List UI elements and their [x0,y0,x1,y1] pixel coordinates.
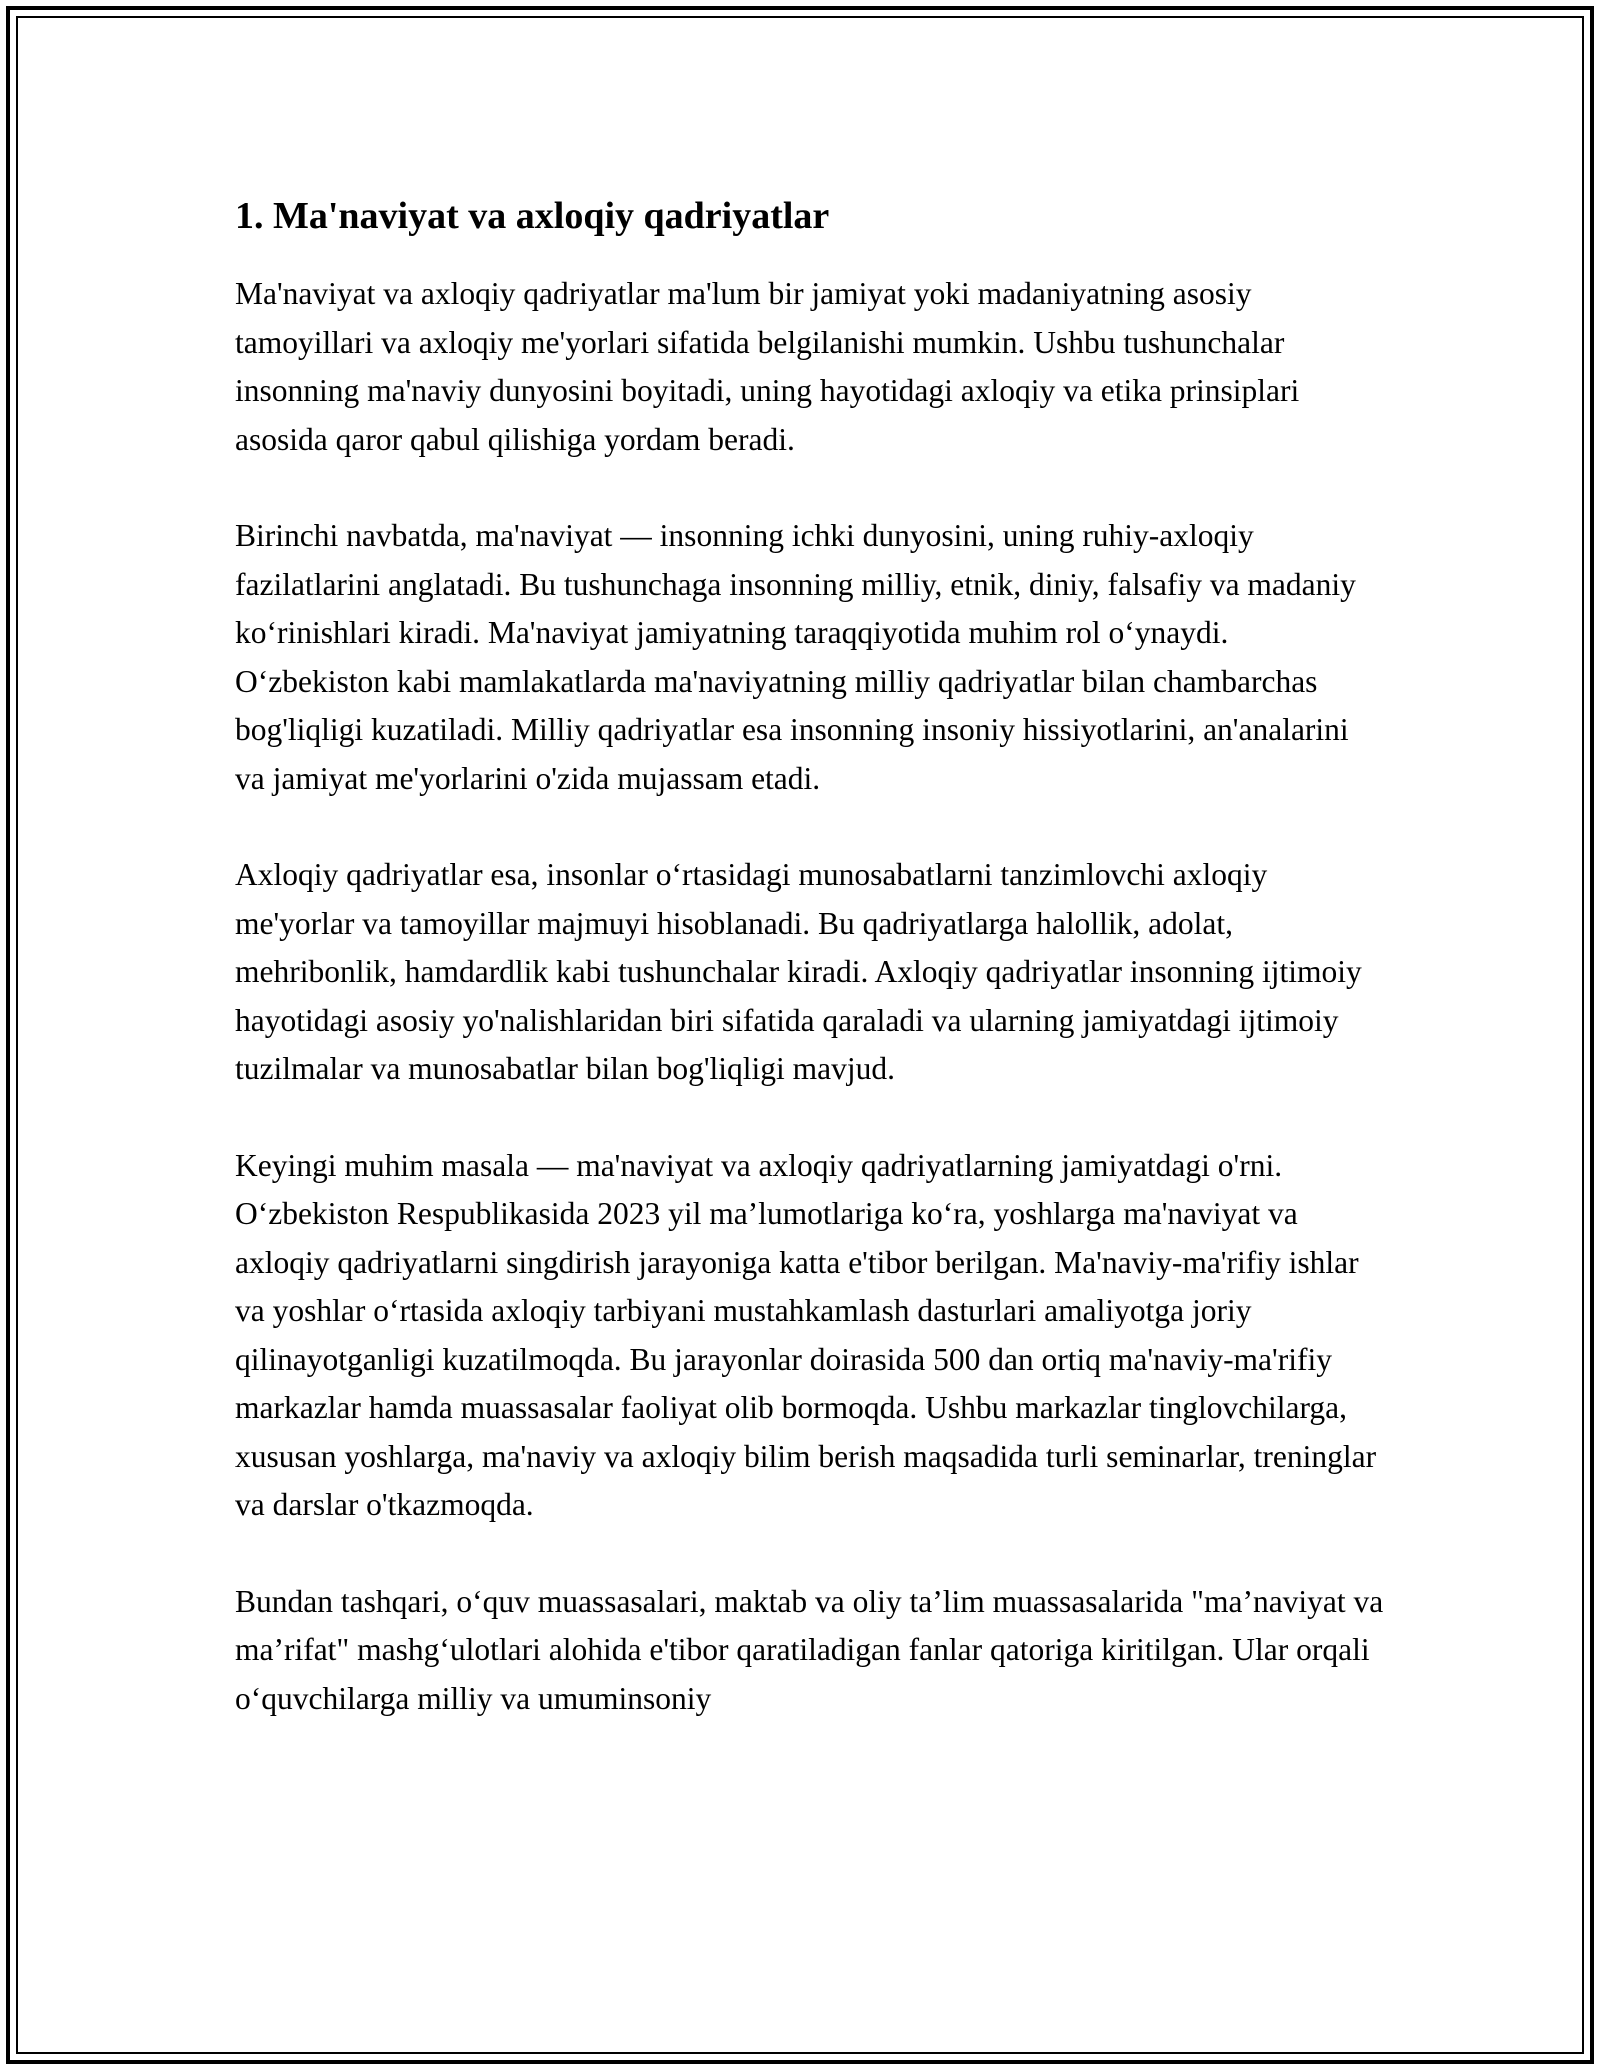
paragraph-4: Keyingi muhim masala — ma'naviyat va axloqiy qadriyatlarning jamiyatdagi o'rni. O‘zbekiston Respublikasida 2023 yil ma’lumotlariga ko‘ra, yoshlarga ma'naviyat va axloqiy qadriyatlarni singdirish jarayoniga katta e'tibor berilgan. Ma'naviy-ma'rifiy ishlar va yoshlar o‘rtasida axloqiy tarbiyani mustahkamlash dasturlari amaliyotga joriy qilinayotganligi kuzatilmoqda. Bu jarayonlar doirasida 500 dan ortiq ma'naviy-ma'rifiy markazlar hamda muassasalar faoliyat olib bormoqda. Ushbu markazlar tinglovchilarga, xususan yoshlarga, ma'naviy va axloqiy bilim berish maqsadida turli seminarlar, treninglar va darslar o'tkazmoqda. [235,1147,1377,1522]
document-body [235,188,1385,1771]
section-heading: 1. Ma'naviyat va axloqiy qadriyatlar [235,195,830,237]
paragraph-3: Axloqiy qadriyatlar esa, insonlar o‘rtasidagi munosabatlarni tanzimlovchi axloqiy me'yorlar va tamoyillar majmuyi hisoblanadi. Bu qadriyatlarga halollik, adolat, mehribonlik, hamdardlik kabi tushunchalar kiradi. Axloqiy qadriyatlar insonning ijtimoiy hayotidagi asosiy yo'nalishlaridan biri sifatida qaraladi va ularning jamiyatdagi ijtimoiy tuzilmalar va munosabatlar bilan bog'liqligi mavjud. [235,857,1362,1086]
paragraph-1: Ma'naviyat va axloqiy qadriyatlar ma'lum bir jamiyat yoki madaniyatning asosiy tamoyillari va axloqiy me'yorlari sifatida belgilanishi mumkin. Ushbu tushunchalar insonning ma'naviy dunyosini boyitadi, uning hayotidagi axloqiy va etika prinsiplari asosida qaror qabul qilishiga yordam beradi. [235,276,1300,457]
paragraph-2: Birinchi navbatda, ma'naviyat — insonning ichki dunyosini, uning ruhiy-axloqiy fazilatlarini anglatadi. Bu tushunchaga insonning milliy, etnik, diniy, falsafiy va madaniy ko‘rinishlari kiradi. Ma'naviyat jamiyatning taraqqiyotida muhim rol o‘ynaydi. O‘zbekiston kabi mamlakatlarda ma'naviyatning milliy qadriyatlar bilan chambarchas bog'liqligi kuzatiladi. Milliy qadriyatlar esa insonning insoniy hissiyotlarini, an'analarini va jamiyat me'yorlarini o'zida mujassam etadi. [235,518,1356,796]
paragraph-5: Bundan tashqari, o‘quv muassasalari, maktab va oliy ta’lim muassasalarida "ma’naviyat va ma’rifat" mashg‘ulotlari alohida e'tibor qaratiladigan fanlar qatoriga kiritilgan. Ular orqali o‘quvchilarga milliy va umuminsoniy [235,1583,1384,1716]
